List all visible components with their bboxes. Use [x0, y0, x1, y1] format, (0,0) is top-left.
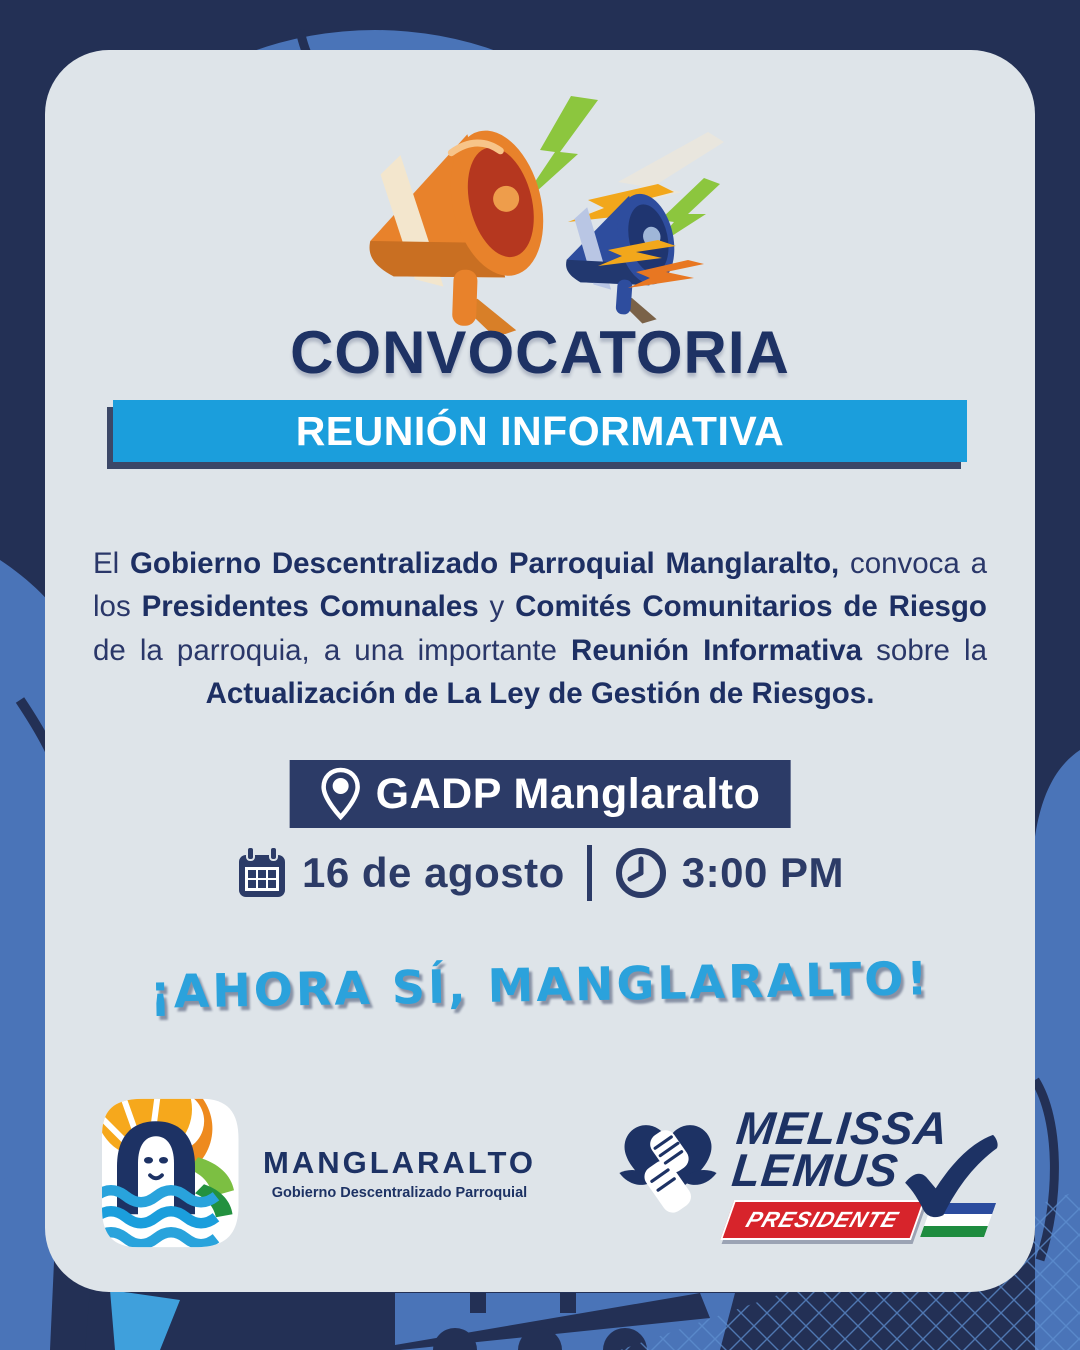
org-logo	[93, 1097, 536, 1249]
datetime-row	[45, 845, 1035, 901]
subtitle-text: REUNIÓN INFORMATIVA	[295, 407, 785, 454]
footer-logos	[93, 1088, 995, 1258]
location-banner	[290, 760, 791, 828]
candidate-logo	[614, 1101, 995, 1240]
candidate-title-banner: PRESIDENTE	[720, 1199, 925, 1239]
flyer-card	[45, 50, 1035, 1292]
checkmark-icon	[903, 1133, 999, 1219]
org-emblem-icon	[93, 1097, 243, 1249]
location-text: GADP Manglaralto	[375, 769, 761, 818]
orange-megaphone-icon	[348, 121, 571, 334]
candidate-first-name: MELISSA	[734, 1101, 952, 1154]
org-name: MANGLARALTO	[263, 1145, 536, 1180]
date-text: 16 de agosto	[302, 849, 565, 896]
body-text: El Gobierno Descentralizado Parroquial Manglaralto, convoca a los Presidentes Comunales y Comités Comunitarios de Riesgo de la parroquia, a una importante Reunión Informativa sobre la Actualización de La Ley de Gestión de Riesgos.	[93, 547, 987, 711]
org-text	[263, 1145, 536, 1201]
calendar-icon	[236, 845, 288, 901]
time-text: 3:00 PM	[681, 849, 844, 896]
megaphone-illustration	[336, 84, 736, 334]
org-subtitle: Gobierno Descentralizado Parroquial	[271, 1185, 528, 1201]
page-title: CONVOCATORIA	[290, 319, 790, 386]
candidate-last-name: LEMUS	[729, 1144, 902, 1196]
location-pin-icon	[320, 766, 362, 822]
clock-icon	[614, 846, 668, 900]
slogan-text: ¡AHORA SÍ, MANGLARALTO!	[149, 951, 931, 1019]
divider	[587, 845, 592, 901]
handshake-heart-icon	[614, 1117, 722, 1229]
subtitle-banner	[113, 400, 967, 462]
